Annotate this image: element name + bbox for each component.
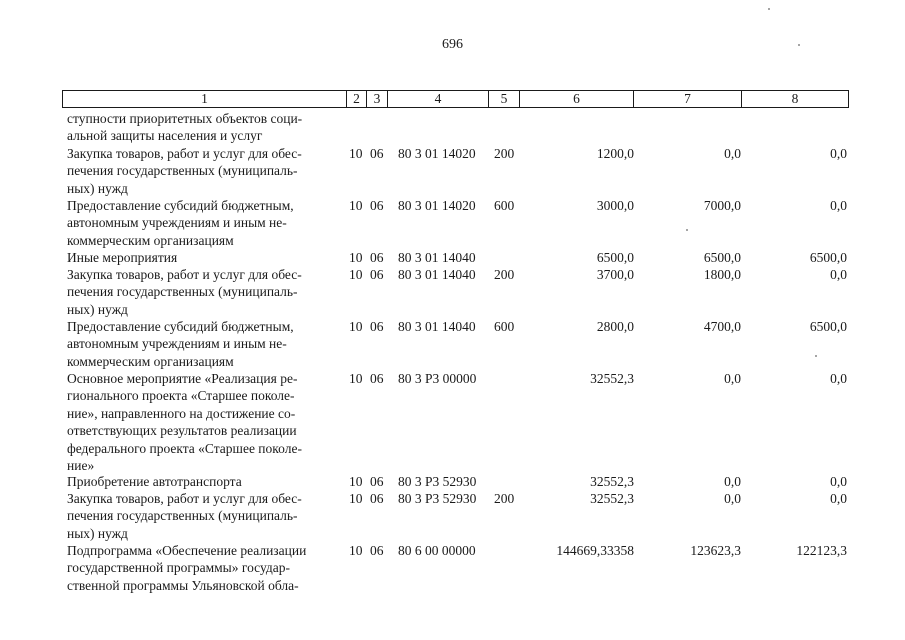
row-description-line: федерального проекта «Старшее поколе- [67,440,302,456]
page-number: 696 [442,37,463,52]
cell-amount-col6: 2800,0 [596,319,634,334]
cell-target-article: 80 6 00 00000 [398,543,476,558]
cell-amount-col6: 144669,33358 [556,543,634,558]
header-col-6: 6 [520,91,634,107]
cell-amount-col7: 0,0 [724,146,741,161]
row-description [67,370,342,474]
row-description-line: Закупка товаров, работ и услуг для обес- [67,146,302,161]
cell-amount-col8: 0,0 [830,474,847,489]
cell-amount-col7: 7000,0 [703,198,741,213]
cell-section: 10 [349,491,363,506]
cell-target-article: 80 3 01 14040 [398,319,476,334]
row-description-line: коммерческим организациям [67,353,234,369]
row-description-line: коммерческим организациям [67,232,234,248]
row-description-line: печения государственных (муниципаль- [67,163,298,179]
cell-amount-col6: 32552,3 [590,474,634,489]
cell-amount-col7: 123623,3 [690,543,741,558]
cell-amount-col8: 122123,3 [796,543,847,558]
cell-section: 10 [349,267,363,282]
cell-amount-col8: 0,0 [830,267,847,282]
cell-amount-col6: 6500,0 [596,250,634,265]
header-col-8: 8 [791,91,799,106]
row-description-line: Приобретение автотранспорта [67,474,242,489]
cell-target-article: 80 3 01 14020 [398,146,476,161]
row-description-line: ние», направленного на достижение со- [67,405,296,421]
scan-speck [686,229,688,231]
row-description [67,110,342,145]
cell-section: 10 [349,474,363,489]
row-description-line: Предоставление субсидий бюджетным, [67,198,294,213]
cell-amount-col7: 0,0 [724,491,741,506]
row-description-line: ных) нужд [67,180,128,196]
cell-amount-col8: 0,0 [830,491,847,506]
row-description-line: Подпрограмма «Обеспечение реализации [67,543,307,558]
cell-expense-type: 200 [494,491,515,506]
row-description [67,145,342,197]
cell-amount-col8: 6500,0 [809,319,847,334]
row-description-line: государственной программы» государ- [67,560,290,576]
cell-section: 10 [349,319,363,334]
row-description-line: ных) нужд [67,525,128,541]
cell-subsection: 06 [370,491,384,506]
row-description-line: Основное мероприятие «Реализация ре- [67,371,298,386]
cell-amount-col7: 6500,0 [703,250,741,265]
row-description [67,266,342,318]
cell-target-article: 80 3 P3 52930 [398,474,477,489]
cell-amount-col8: 0,0 [830,198,847,213]
row-description-line: Закупка товаров, работ и услуг для обес- [67,491,302,506]
cell-amount-col6: 3700,0 [596,267,634,282]
header-col-7: 7 [634,91,742,107]
cell-subsection: 06 [370,198,384,213]
cell-amount-col8: 0,0 [830,146,847,161]
header-col-5: 5 [489,91,520,107]
cell-target-article: 80 3 01 14020 [398,198,476,213]
row-description-line: печения государственных (муниципаль- [67,508,298,524]
cell-amount-col7: 0,0 [724,371,741,386]
cell-amount-col6: 1200,0 [596,146,634,161]
row-description [67,490,342,542]
cell-target-article: 80 3 P3 00000 [398,371,477,386]
header-col-3: 3 [367,91,388,107]
cell-subsection: 06 [370,319,384,334]
cell-section: 10 [349,250,363,265]
cell-amount-col7: 0,0 [724,474,741,489]
cell-expense-type: 200 [494,146,515,161]
cell-target-article: 80 3 01 14040 [398,250,476,265]
cell-expense-type: 200 [494,267,515,282]
row-description-line: автономным учреждениям и иным не- [67,215,287,231]
cell-section: 10 [349,198,363,213]
cell-target-article: 80 3 P3 52930 [398,491,477,506]
scan-speck [768,8,770,10]
cell-subsection: 06 [370,146,384,161]
scan-speck [798,44,800,46]
row-description-line: печения государственных (муниципаль- [67,284,298,300]
cell-amount-col7: 4700,0 [703,319,741,334]
cell-amount-col8: 6500,0 [809,250,847,265]
cell-subsection: 06 [370,250,384,265]
header-col-2: 2 [347,91,367,107]
row-description [67,197,342,249]
cell-subsection: 06 [370,371,384,386]
cell-amount-col6: 32552,3 [590,491,634,506]
row-description-line: автономным учреждениям и иным не- [67,336,287,352]
cell-section: 10 [349,146,363,161]
cell-expense-type: 600 [494,198,515,213]
row-description-line: Предоставление субсидий бюджетным, [67,319,294,334]
row-description [67,249,342,266]
cell-subsection: 06 [370,267,384,282]
header-col-1: 1 [63,91,347,107]
cell-subsection: 06 [370,543,384,558]
table-header-row [62,90,849,108]
scan-speck [815,355,817,357]
row-description [67,473,342,490]
header-col-4: 4 [388,91,489,107]
cell-amount-col7: 1800,0 [703,267,741,282]
row-description-line: ответствующих результатов реализации [67,423,297,439]
cell-target-article: 80 3 01 14040 [398,267,476,282]
cell-section: 10 [349,371,363,386]
cell-expense-type: 600 [494,319,515,334]
row-description-line: альной защиты населения и услуг [67,128,263,144]
row-description [67,318,342,370]
row-description-line: гионального проекта «Старшее поколе- [67,388,295,404]
cell-amount-col6: 32552,3 [590,371,634,386]
row-description-line: Закупка товаров, работ и услуг для обес- [67,267,302,282]
row-description-line: Иные мероприятия [67,250,178,265]
cell-amount-col8: 0,0 [830,371,847,386]
row-description-line: ных) нужд [67,301,128,317]
cell-amount-col6: 3000,0 [596,198,634,213]
cell-subsection: 06 [370,474,384,489]
row-description-line: ступности приоритетных объектов соци- [67,111,303,126]
cell-section: 10 [349,543,363,558]
row-description-line: ственной программы Ульяновской обла- [67,577,299,593]
row-description [67,542,342,594]
row-description-line: ние» [67,458,95,474]
